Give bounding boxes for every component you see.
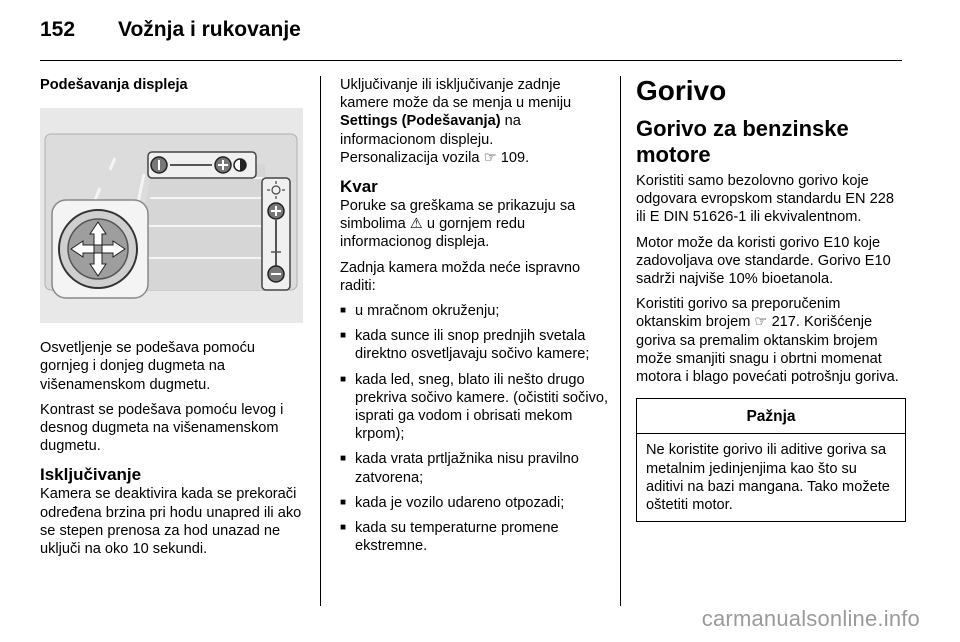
contrast-paragraph: Kontrast se podešava pomoću levog i desnog dugmeta na višenamenskom dugmetu. [40,401,284,455]
list-item: ■ kada je vozilo udareno otpozadi; [340,494,612,512]
settings-menu-label: Settings (Podešavanja) [340,113,501,130]
page-number: 152 [40,18,76,41]
deactivation-heading: Isključivanje [40,465,142,485]
list-item: ■ kada vrata prtljažnika nisu pravilno zatvorena; [340,450,612,486]
brightness-paragraph: Osvetljenje se podešava pomoću gornjeg i donjeg dugmeta na višenamenskom dugmetu. [40,340,255,393]
caution-notice [636,398,906,522]
page-header [40,18,301,42]
camera-limitations-list [340,302,612,555]
fault-heading: Kvar [340,177,378,197]
octane-paragraph: Koristiti gorivo sa preporučenim oktanskim brojem ☞ 217. Korišćenje goriva sa premalim oktanskim brojem može smanjiti snagu i obrtni momenat motora i blago povećati potrošnju goriva. [636,296,899,386]
watermark: carmanualsonline.info [701,606,920,631]
warning-triangle-icon: ⚠ [409,216,423,233]
display-settings-illustration-icon [40,108,303,323]
column-3 [636,76,906,522]
list-item: ■ kada sunce ili snop prednjih svetala direktno osvetljavaju sočivo kamere; [340,327,612,363]
e10-paragraph: Motor može da koristi gorivo E10 koje zadovoljava ove standarde. Gorivo E10 sadrži najviše 10% bioetanola. [636,234,891,288]
caution-body: Ne koristite gorivo ili aditive goriva sa metalnim jedinjenjima kao što su aditivi na bazi mangana. Tako možete oštetiti motor. [646,442,890,514]
list-item: ■ kada su temperaturne promene ekstremne. [340,519,612,555]
column-1 [40,76,306,565]
list-item: ■ kada led, sneg, blato ili nešto drugo prekriva sočivo kamere. (očistiti sočivo, isprati ga vodom i obrisati mekom krpom); [340,371,612,444]
petrol-fuel-heading: Gorivo za benzinske motore [636,116,849,167]
page-reference-icon: ☞ [754,314,768,331]
page-reference-icon: ☞ [483,149,497,166]
fuel-standard-paragraph: Koristiti samo bezolovno gorivo koje odgovara evropskom standardu EN 228 ili E DIN 51626-1 ili ekvivalentnom. [636,173,894,226]
list-item: ■ u mračnom okruženju; [340,302,612,320]
chapter-title: Vožnja i rukovanje [118,18,301,41]
camera-toggle-paragraph: Uključivanje ili isključivanje zadnje kamere može da se menja u meniju Settings (Podešavanja) na informacionom displeju. Personalizacija vozila ☞ 109. [340,77,572,166]
camera-limitations-intro: Zadnja kamera možda neće ispravno raditi: [340,259,581,294]
fault-paragraph: Poruke sa greškama se prikazuju sa simbolima ⚠ u gornjem redu informacionog displeja. [340,198,576,251]
display-settings-heading: Podešavanja displeja [40,77,188,93]
header-rule [40,60,902,61]
column-2 [340,76,612,562]
deactivation-paragraph: Kamera se deaktivira kada se prekorači određena brzina pri hodu unapred ili ako se stepen prenosa za hod unazad ne uključi na oko 10 sekundi. [40,486,302,558]
column-divider [320,76,321,606]
caution-title: Pažnja [637,399,905,434]
column-divider [620,76,621,606]
fuel-heading: Gorivo [636,75,727,106]
